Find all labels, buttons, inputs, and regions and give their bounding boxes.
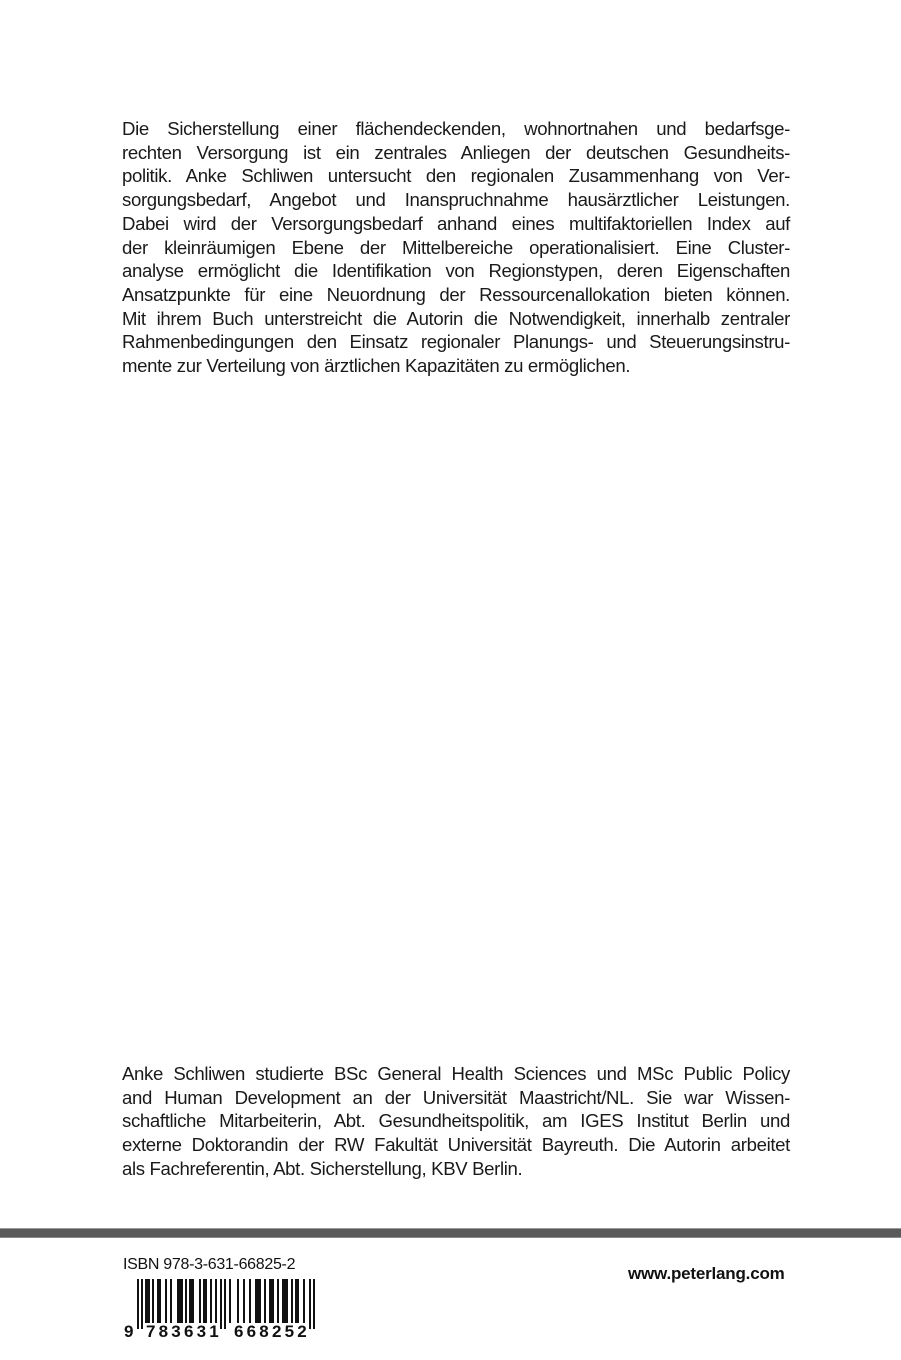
barcode-left-group: 783631 [146, 1322, 222, 1341]
abstract-line: politik. Anke Schliwen untersucht den regionalen Zusammenhang von Ver- [122, 165, 790, 187]
bio-line: als Fachreferentin, Abt. Sicherstellung, KBV Berlin. [122, 1157, 523, 1179]
bio-line: and Human Development an der Universität Maastricht/NL. Sie war Wissen- [122, 1086, 790, 1108]
isbn-label: ISBN 978-3-631-66825-2 [123, 1256, 296, 1273]
abstract-line: Dabei wird der Versorgungsbedarf anhand eines multifaktoriellen Index auf [122, 212, 790, 234]
footer-divider [0, 1228, 901, 1238]
barcode-right-group: 668252 [234, 1322, 310, 1341]
abstract-line: mente zur Verteilung von ärztlichen Kapazitäten zu ermöglichen. [122, 355, 631, 377]
author-bio [122, 1062, 790, 1181]
abstract-line: Ansatzpunkte für eine Neuordnung der Ressourcenallokation bieten können. [122, 283, 790, 305]
bio-line: schaftliche Mitarbeiterin, Abt. Gesundheitspolitik, am IGES Institut Berlin und [122, 1110, 790, 1132]
abstract-line: Rahmenbedingungen den Einsatz regionaler Planungs- und Steuerungsinstru- [122, 331, 790, 353]
barcode-digits [124, 1322, 324, 1344]
abstract-line: rechten Versorgung ist ein zentrales Anliegen der deutschen Gesundheits- [122, 141, 790, 163]
abstract-line: sorgungsbedarf, Angebot und Inanspruchnahme hausärztlicher Leistungen. [122, 189, 790, 211]
abstract-line: analyse ermöglicht die Identifikation von Regionstypen, deren Eigenschaften [122, 260, 790, 282]
bio-line: Anke Schliwen studierte BSc General Health Sciences und MSc Public Policy [122, 1063, 790, 1084]
back-cover-abstract [122, 117, 790, 378]
abstract-line: Die Sicherstellung einer flächendeckenden, wohnortnahen und bedarfsge- [122, 118, 790, 139]
barcode-first-digit: 9 [124, 1322, 134, 1341]
bio-line: externe Doktorandin der RW Fakultät Universität Bayreuth. Die Autorin arbeitet [122, 1134, 790, 1156]
abstract-line: Mit ihrem Buch unterstreicht die Autorin die Notwendigkeit, innerhalb zentraler [122, 307, 790, 329]
abstract-line: der kleinräumigen Ebene der Mittelbereiche operationalisiert. Eine Cluster- [122, 236, 790, 258]
publisher-website-link[interactable]: www.peterlang.com [628, 1264, 785, 1283]
